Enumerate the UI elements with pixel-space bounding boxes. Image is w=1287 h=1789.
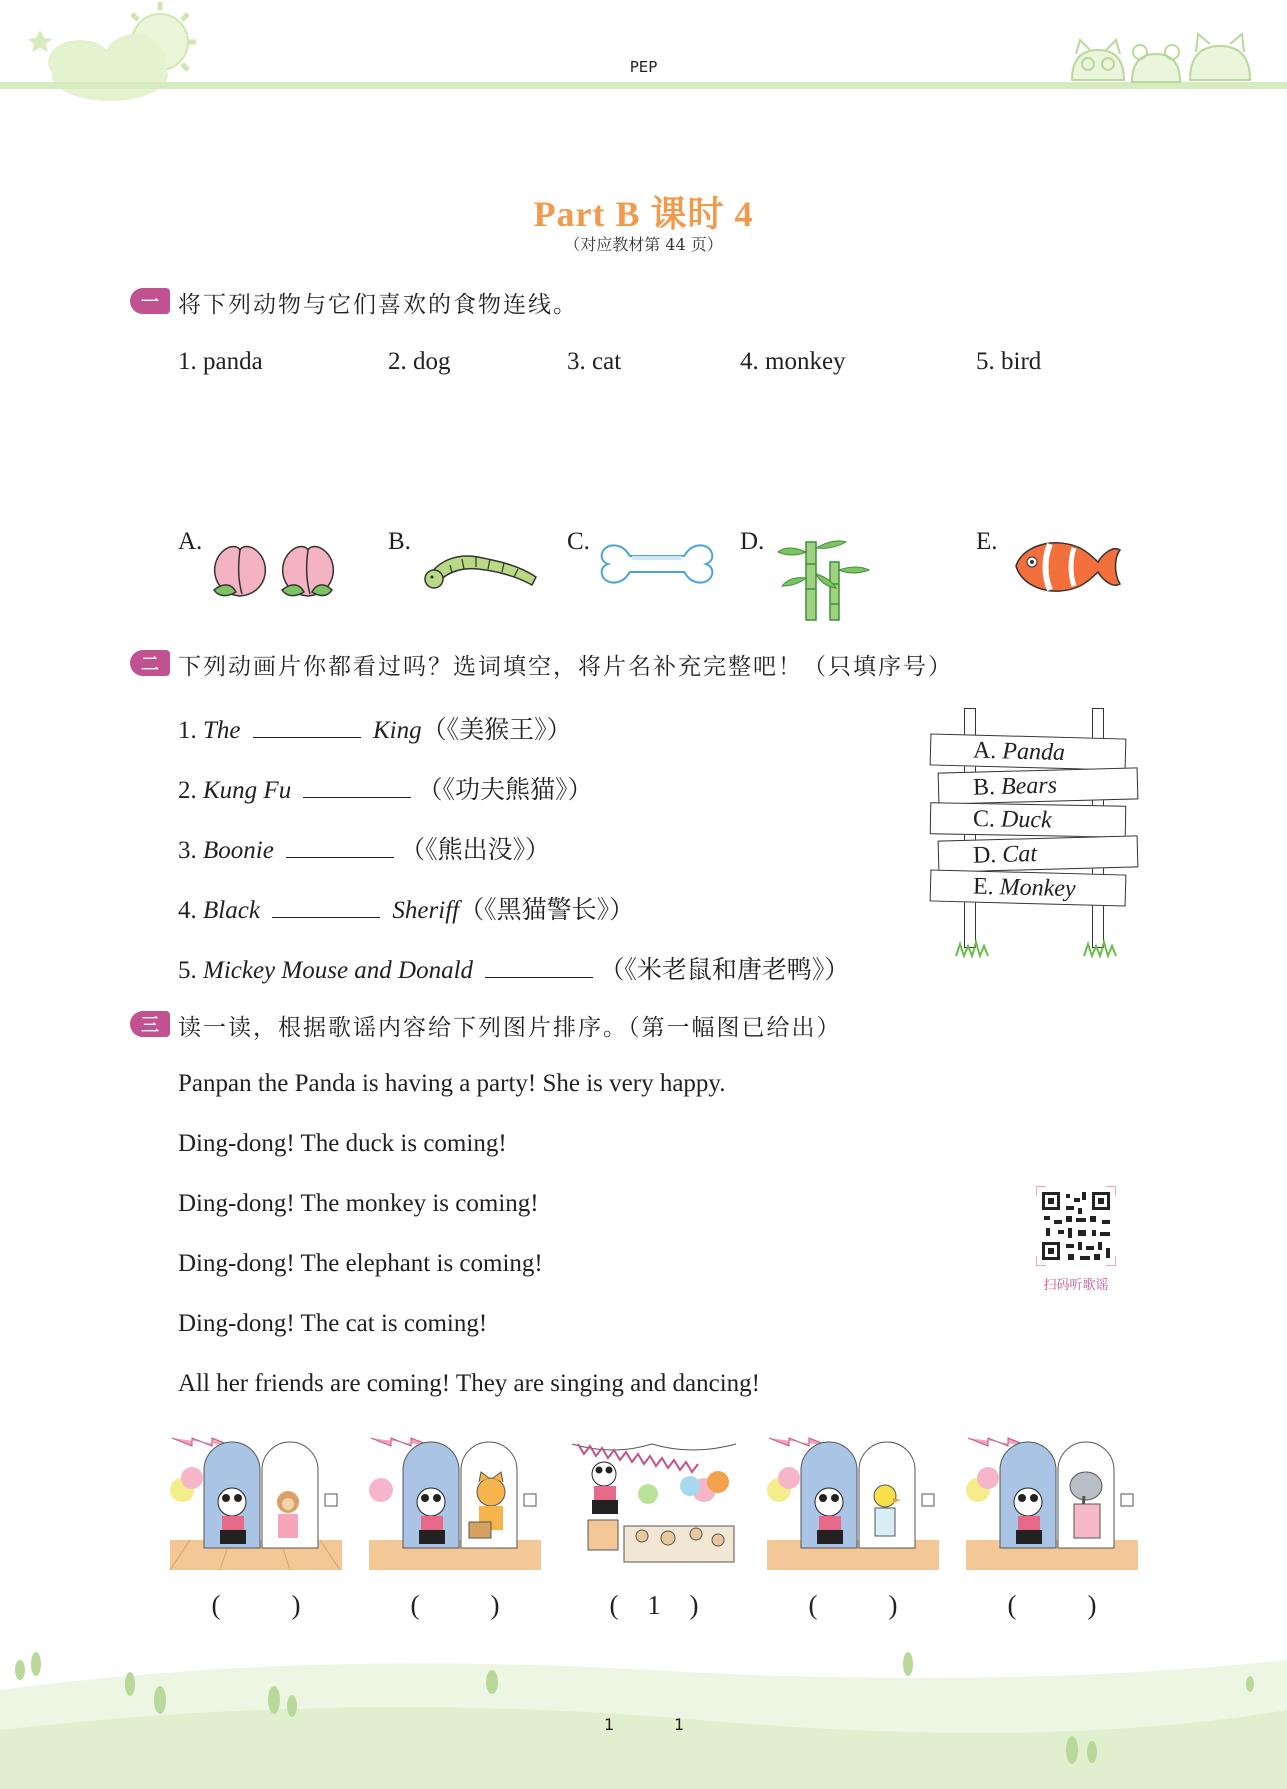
story-picture[interactable] [170,1430,342,1570]
food-label-b: B. [388,528,411,555]
fill-blank-item: 1. The King（《美猴王》） [178,717,572,744]
fill-blank-item: 4. Black Sheriff（《黑猫警长》） [178,897,635,924]
order-answer[interactable]: ( ) [410,1590,500,1620]
answer-blank[interactable] [303,775,411,798]
grass-icon [952,936,1124,958]
page-number-right: 1 [674,1715,685,1734]
story-picture[interactable] [767,1430,939,1570]
panda-at-door-monkey-picture [170,1430,342,1570]
story-picture[interactable] [966,1430,1138,1570]
peach-icon[interactable] [208,530,342,600]
food-label-d: D. [740,528,765,555]
panda-at-door-elephant-picture [966,1430,1138,1570]
page-subtitle: （对应教材第 44 页） [564,235,723,254]
food-label-e: E. [976,528,998,555]
sign-option: C. Duck [930,802,1127,837]
page-title: Part B 课时 4 [533,194,754,234]
animal-item[interactable]: 4. monkey [740,348,846,375]
answer-blank[interactable] [272,895,380,918]
panda-at-door-cat-picture [369,1430,541,1570]
qr-code-icon [1036,1186,1116,1266]
animal-item[interactable]: 5. bird [976,348,1042,375]
section-1-badge: 一 [130,288,170,314]
chant-line: Panpan the Panda is having a party! She is very happy. [178,1070,726,1097]
fill-blank-item: 5. Mickey Mouse and Donald （《米老鼠和唐老鸭》） [178,957,850,984]
animal-item[interactable]: 3. cat [567,348,622,375]
sign-option: A. Panda [930,733,1127,770]
chant-line: All her friends are coming! They are singing and dancing! [178,1370,760,1397]
qr-code[interactable] [1036,1186,1116,1266]
qr-caption: 扫码听歌谣 [1043,1278,1109,1293]
section-2-badge: 二 [130,650,170,676]
page-number-left: 1 [604,1715,615,1734]
sign-option: D. Cat [938,835,1139,872]
story-picture[interactable] [568,1430,740,1570]
answer-blank[interactable] [485,955,593,978]
chant-line: Ding-dong! The elephant is coming! [178,1250,543,1277]
fill-blank-item: 3. Boonie （《熊出没》） [178,837,551,864]
sign-option: B. Bears [938,767,1139,804]
header-decoration-left [0,0,220,110]
worm-icon[interactable] [420,545,542,591]
bamboo-icon[interactable] [776,534,880,622]
section-3-instruction: 读一读，根据歌谣内容给下列图片排序。（第一幅图已给出） [178,1015,842,1041]
food-label-c: C. [567,528,590,555]
animal-item[interactable]: 2. dog [388,348,451,375]
word-signboard [928,708,1148,958]
chant-line: Ding-dong! The monkey is coming! [178,1190,539,1217]
footer-landscape [0,1640,1287,1789]
panda-at-door-duck-picture [767,1430,939,1570]
order-answer[interactable]: ( ) [1007,1590,1097,1620]
chant-line: Ding-dong! The duck is coming! [178,1130,507,1157]
bone-icon[interactable] [598,534,716,594]
answer-blank[interactable] [286,835,394,858]
section-1-instruction: 将下列动物与它们喜欢的食物连线。 [178,292,578,318]
sign-option: E. Monkey [930,869,1127,906]
food-label-a: A. [178,528,203,555]
answer-blank[interactable] [253,715,361,738]
fill-blank-item: 2. Kung Fu （《功夫熊猫》） [178,777,593,804]
order-answer[interactable]: ( ) [211,1590,301,1620]
story-picture[interactable] [369,1430,541,1570]
order-answer[interactable]: ( ) [808,1590,898,1620]
order-answer[interactable]: ( 1 ) [609,1590,699,1620]
header-animals-icon [1060,20,1260,88]
fish-icon[interactable] [1010,534,1124,598]
party-table-picture [568,1430,740,1570]
chant-line: Ding-dong! The cat is coming! [178,1310,488,1337]
animal-item[interactable]: 1. panda [178,348,263,375]
header-label: PEP [629,58,658,76]
section-2-instruction: 下列动画片你都看过吗？选词填空，将片名补充完整吧！（只填序号） [178,654,953,680]
section-3-badge: 三 [130,1011,170,1037]
